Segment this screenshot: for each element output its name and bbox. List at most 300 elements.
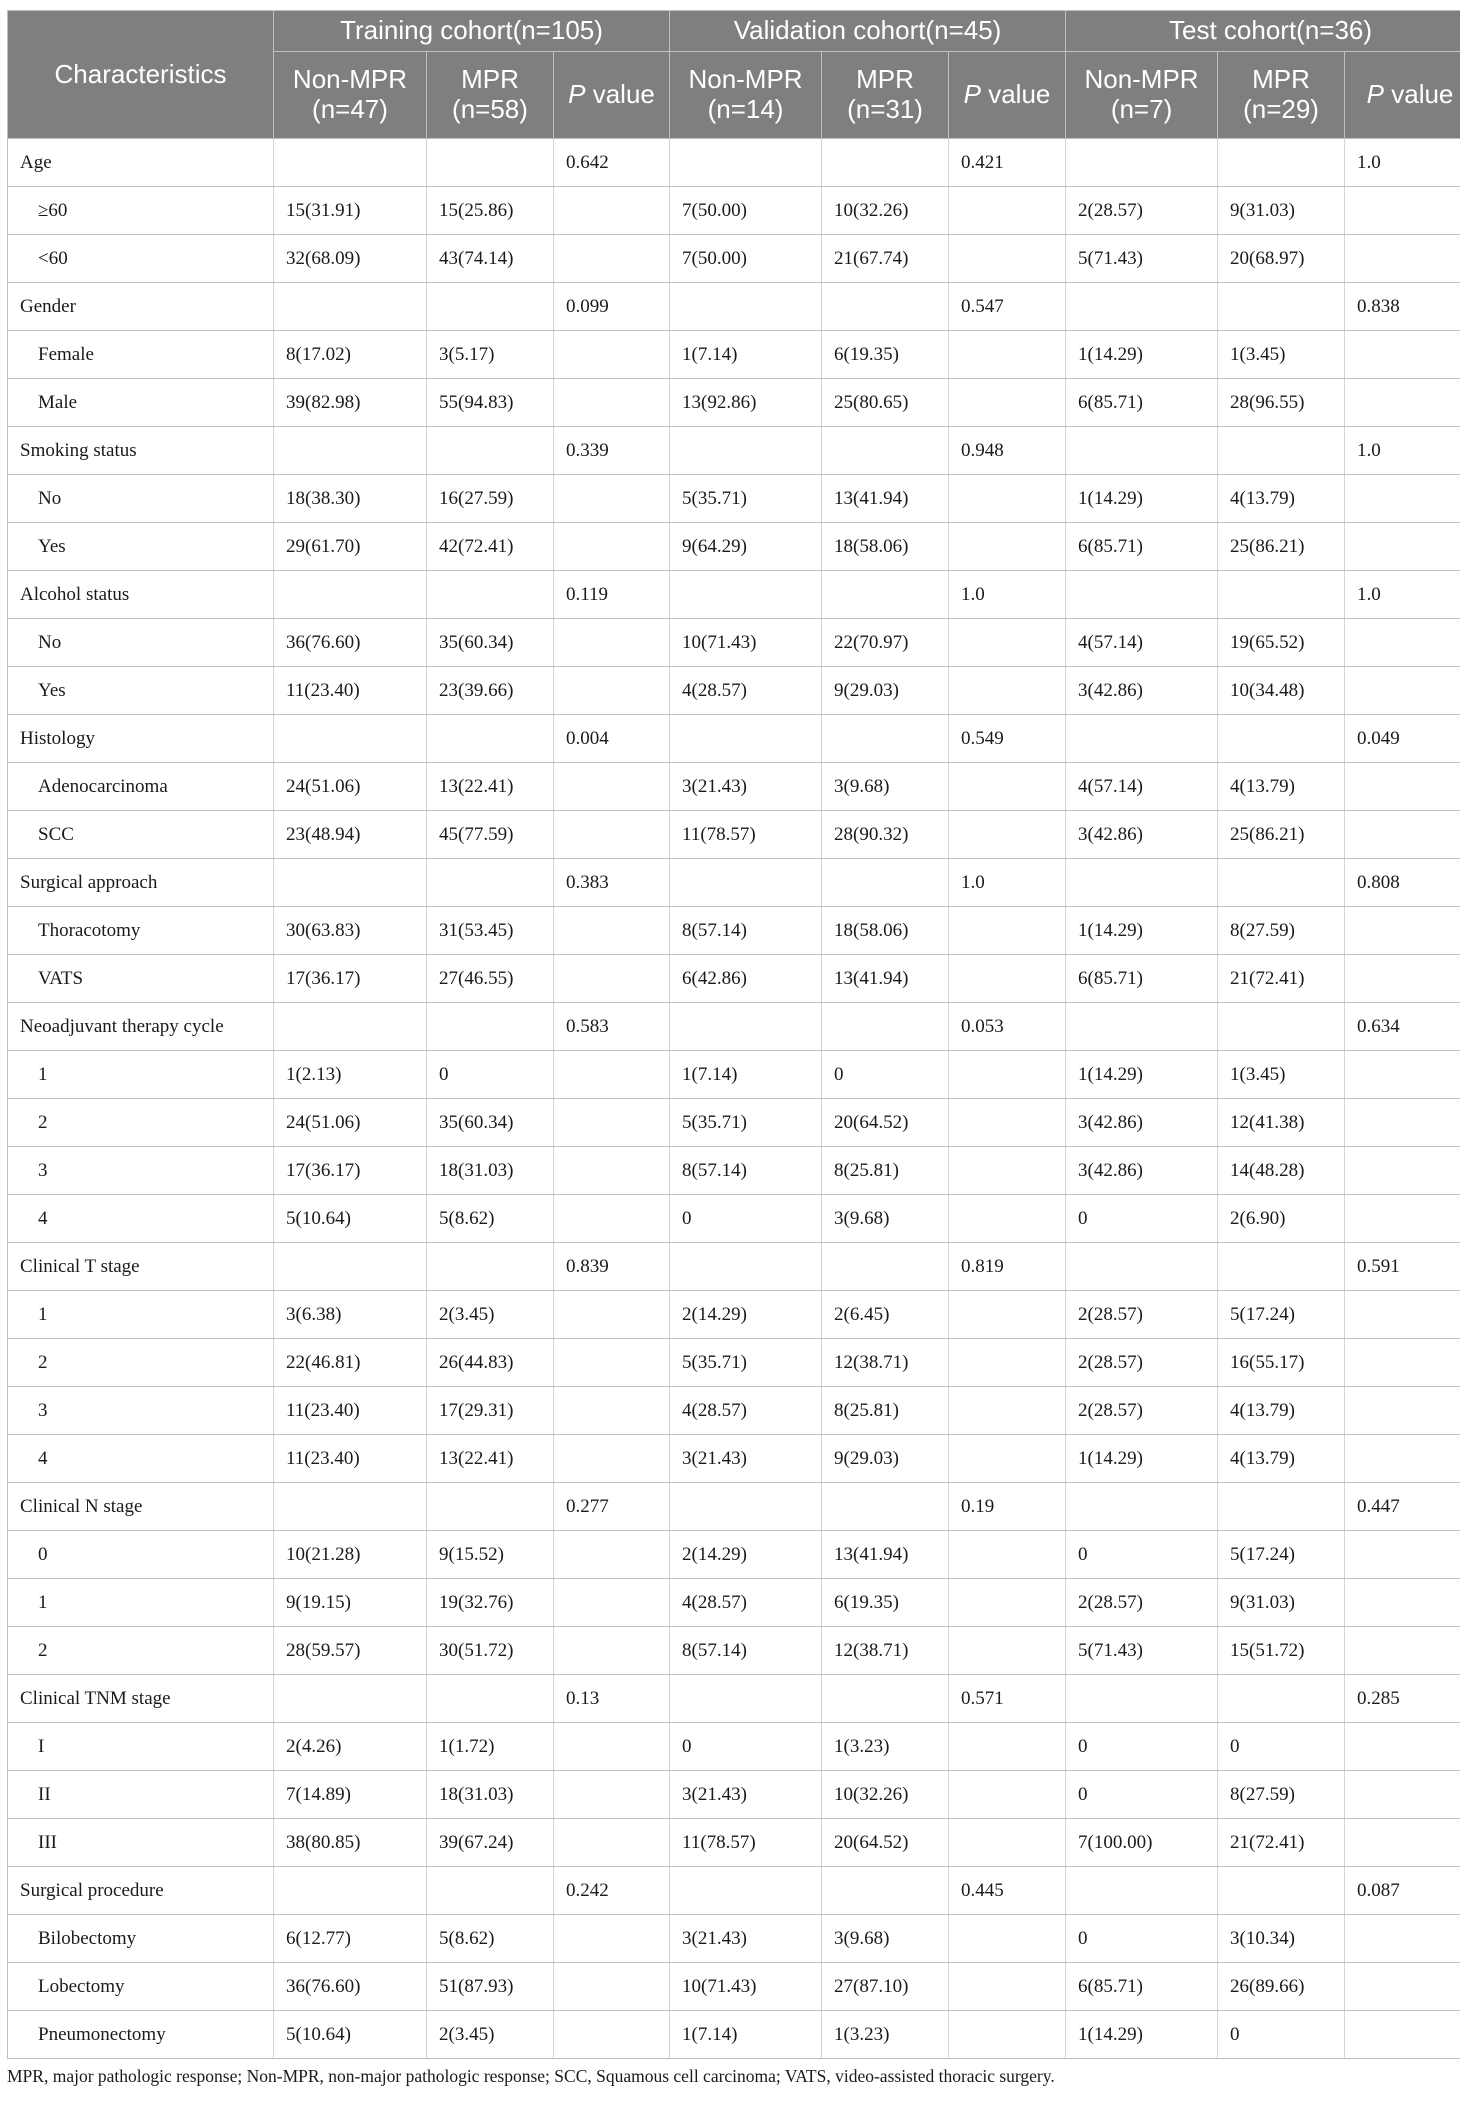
count-cell <box>822 1243 949 1291</box>
count-cell: 1(14.29) <box>1066 1051 1218 1099</box>
p-value-cell: 0.087 <box>1345 1867 1460 1915</box>
count-cell: 23(39.66) <box>427 667 554 715</box>
count-cell: 2(14.29) <box>670 1531 822 1579</box>
table-row-characteristic <box>8 859 1460 907</box>
table-row-subgroup <box>8 1147 1460 1195</box>
count-cell: 4(13.79) <box>1218 1435 1345 1483</box>
count-cell: 1(3.23) <box>822 2011 949 2059</box>
count-cell: 15(51.72) <box>1218 1627 1345 1675</box>
row-label: Bilobectomy <box>8 1915 274 1963</box>
count-cell: 10(32.26) <box>822 1771 949 1819</box>
count-cell: 6(42.86) <box>670 955 822 1003</box>
count-cell: 1(14.29) <box>1066 2011 1218 2059</box>
row-label: Surgical procedure <box>8 1867 274 1915</box>
table-row-subgroup <box>8 667 1460 715</box>
count-cell: 23(48.94) <box>274 811 427 859</box>
row-label: Smoking status <box>8 427 274 475</box>
p-value-cell <box>949 1051 1066 1099</box>
count-cell: 3(10.34) <box>1218 1915 1345 1963</box>
count-cell <box>274 139 427 187</box>
subheader-group-label: Non-MPR <box>688 64 803 95</box>
row-label: I <box>8 1723 274 1771</box>
p-value-cell <box>554 1051 670 1099</box>
count-cell: 1(14.29) <box>1066 475 1218 523</box>
count-cell <box>822 139 949 187</box>
p-value-cell <box>949 667 1066 715</box>
p-value-cell <box>949 763 1066 811</box>
p-value-cell <box>554 1147 670 1195</box>
count-cell: 18(58.06) <box>822 907 949 955</box>
p-value-cell: 0.808 <box>1345 859 1460 907</box>
count-cell <box>427 283 554 331</box>
count-cell: 0 <box>1218 1723 1345 1771</box>
mpr-header <box>1218 52 1345 139</box>
p-value-cell: 0.421 <box>949 139 1066 187</box>
p-value-cell <box>1345 667 1460 715</box>
row-label: ≥60 <box>8 187 274 235</box>
p-value-cell <box>1345 1723 1460 1771</box>
count-cell: 42(72.41) <box>427 523 554 571</box>
row-label: II <box>8 1771 274 1819</box>
row-label: 0 <box>8 1531 274 1579</box>
p-value-cell <box>1345 1963 1460 2011</box>
count-cell: 0 <box>670 1723 822 1771</box>
p-value-cell <box>554 1099 670 1147</box>
count-cell <box>274 1003 427 1051</box>
count-cell: 39(67.24) <box>427 1819 554 1867</box>
row-label: 2 <box>8 1099 274 1147</box>
p-value-cell <box>554 1627 670 1675</box>
table-row-subgroup <box>8 475 1460 523</box>
validation-cohort-header: Validation cohort(n=45) <box>670 11 1066 52</box>
count-cell: 7(14.89) <box>274 1771 427 1819</box>
count-cell: 6(19.35) <box>822 331 949 379</box>
row-label: 4 <box>8 1195 274 1243</box>
count-cell <box>1218 1003 1345 1051</box>
p-value-cell <box>554 811 670 859</box>
table-row-subgroup <box>8 187 1460 235</box>
count-cell <box>427 571 554 619</box>
count-cell <box>427 1867 554 1915</box>
p-value-cell: 1.0 <box>949 859 1066 907</box>
p-value-cell <box>949 811 1066 859</box>
p-value-cell <box>949 1291 1066 1339</box>
row-label: 1 <box>8 1291 274 1339</box>
count-cell <box>670 1483 822 1531</box>
count-cell <box>1066 283 1218 331</box>
table-row-subgroup <box>8 1435 1460 1483</box>
count-cell <box>1218 139 1345 187</box>
count-cell <box>1218 283 1345 331</box>
p-value-cell: 0.583 <box>554 1003 670 1051</box>
table-row-subgroup <box>8 619 1460 667</box>
count-cell: 5(10.64) <box>274 1195 427 1243</box>
count-cell <box>1066 1675 1218 1723</box>
table-row-subgroup <box>8 1531 1460 1579</box>
count-cell: 1(3.45) <box>1218 1051 1345 1099</box>
count-cell: 8(57.14) <box>670 1627 822 1675</box>
count-cell: 4(57.14) <box>1066 619 1218 667</box>
row-label: III <box>8 1819 274 1867</box>
count-cell: 8(57.14) <box>670 907 822 955</box>
count-cell <box>427 1483 554 1531</box>
count-cell: 18(58.06) <box>822 523 949 571</box>
p-value-cell: 0.19 <box>949 1483 1066 1531</box>
count-cell: 16(55.17) <box>1218 1339 1345 1387</box>
subheader-count: (n=14) <box>707 94 784 124</box>
p-value-cell: 0.099 <box>554 283 670 331</box>
count-cell: 5(17.24) <box>1218 1531 1345 1579</box>
p-value-cell <box>554 331 670 379</box>
table-row-characteristic <box>8 1483 1460 1531</box>
count-cell: 28(90.32) <box>822 811 949 859</box>
count-cell <box>1218 1483 1345 1531</box>
count-cell: 5(71.43) <box>1066 1627 1218 1675</box>
table-row-subgroup <box>8 1771 1460 1819</box>
p-value-cell <box>554 1771 670 1819</box>
count-cell: 31(53.45) <box>427 907 554 955</box>
p-value-cell: 0.591 <box>1345 1243 1460 1291</box>
count-cell: 5(35.71) <box>670 1339 822 1387</box>
count-cell <box>822 427 949 475</box>
p-value-cell: 0.004 <box>554 715 670 763</box>
count-cell: 3(21.43) <box>670 1771 822 1819</box>
p-value-cell <box>1345 1627 1460 1675</box>
p-value-cell <box>949 475 1066 523</box>
count-cell: 15(25.86) <box>427 187 554 235</box>
p-value-cell <box>554 955 670 1003</box>
p-value-cell <box>554 1339 670 1387</box>
count-cell <box>1218 1243 1345 1291</box>
count-cell <box>670 283 822 331</box>
table-row-subgroup <box>8 1627 1460 1675</box>
p-value-cell <box>949 187 1066 235</box>
count-cell: 8(57.14) <box>670 1147 822 1195</box>
table-footnote: MPR, major pathologic response; Non-MPR, non-major pathologic response; SCC, Squamous cell carcinoma; VATS, video-assisted thoracic surgery. <box>7 2066 1055 2086</box>
count-cell <box>1066 1003 1218 1051</box>
count-cell: 4(13.79) <box>1218 1387 1345 1435</box>
subheader-group-label: MPR <box>1252 64 1310 95</box>
row-label: 1 <box>8 1051 274 1099</box>
p-value-cell <box>1345 955 1460 1003</box>
count-cell: 21(72.41) <box>1218 1819 1345 1867</box>
p-value-cell: 0.277 <box>554 1483 670 1531</box>
row-label: Adenocarcinoma <box>8 763 274 811</box>
count-cell <box>427 427 554 475</box>
p-value-cell <box>1345 1579 1460 1627</box>
row-label: Alcohol status <box>8 571 274 619</box>
count-cell: 9(15.52) <box>427 1531 554 1579</box>
p-value-cell: 0.119 <box>554 571 670 619</box>
p-value-cell <box>949 907 1066 955</box>
count-cell: 3(42.86) <box>1066 1099 1218 1147</box>
non-mpr-header <box>274 52 427 139</box>
count-cell: 7(100.00) <box>1066 1819 1218 1867</box>
count-cell: 17(36.17) <box>274 1147 427 1195</box>
count-cell: 6(85.71) <box>1066 1963 1218 2011</box>
p-value-cell <box>949 2011 1066 2059</box>
count-cell <box>427 715 554 763</box>
row-label: 2 <box>8 1627 274 1675</box>
count-cell: 5(10.64) <box>274 2011 427 2059</box>
count-cell <box>427 1003 554 1051</box>
p-value-cell: 0.948 <box>949 427 1066 475</box>
count-cell: 19(32.76) <box>427 1579 554 1627</box>
count-cell <box>670 1003 822 1051</box>
row-label: Age <box>8 139 274 187</box>
count-cell: 0 <box>1066 1195 1218 1243</box>
subheader-group-label: Non-MPR <box>292 64 408 95</box>
count-cell: 43(74.14) <box>427 235 554 283</box>
count-cell: 1(7.14) <box>670 2011 822 2059</box>
p-value-cell <box>554 1387 670 1435</box>
count-cell <box>822 571 949 619</box>
count-cell: 5(8.62) <box>427 1195 554 1243</box>
count-cell <box>1066 139 1218 187</box>
p-value-cell: 0.053 <box>949 1003 1066 1051</box>
count-cell: 35(60.34) <box>427 1099 554 1147</box>
row-label: 4 <box>8 1435 274 1483</box>
p-value-cell <box>1345 1435 1460 1483</box>
count-cell: 3(21.43) <box>670 1435 822 1483</box>
count-cell: 1(3.23) <box>822 1723 949 1771</box>
count-cell: 3(9.68) <box>822 1195 949 1243</box>
count-cell <box>274 715 427 763</box>
count-cell: 2(3.45) <box>427 2011 554 2059</box>
count-cell: 2(6.90) <box>1218 1195 1345 1243</box>
row-label: Gender <box>8 283 274 331</box>
count-cell: 13(41.94) <box>822 1531 949 1579</box>
count-cell: 1(14.29) <box>1066 907 1218 955</box>
count-cell: 26(89.66) <box>1218 1963 1345 2011</box>
count-cell: 9(19.15) <box>274 1579 427 1627</box>
count-cell: 3(21.43) <box>670 1915 822 1963</box>
table-row-subgroup <box>8 2011 1460 2059</box>
count-cell: 36(76.60) <box>274 1963 427 2011</box>
p-value-cell <box>949 379 1066 427</box>
count-cell: 30(63.83) <box>274 907 427 955</box>
count-cell: 2(6.45) <box>822 1291 949 1339</box>
count-cell: 9(31.03) <box>1218 187 1345 235</box>
count-cell: 1(3.45) <box>1218 331 1345 379</box>
count-cell: 14(48.28) <box>1218 1147 1345 1195</box>
count-cell: 5(17.24) <box>1218 1291 1345 1339</box>
p-value-cell <box>949 1387 1066 1435</box>
p-value-cell <box>554 1819 670 1867</box>
count-cell: 4(13.79) <box>1218 475 1345 523</box>
count-cell: 4(28.57) <box>670 667 822 715</box>
p-letter: P <box>1366 79 1385 110</box>
count-cell: 26(44.83) <box>427 1339 554 1387</box>
p-value-cell <box>949 1339 1066 1387</box>
count-cell: 27(87.10) <box>822 1963 949 2011</box>
p-value-cell: 0.242 <box>554 1867 670 1915</box>
row-label: Histology <box>8 715 274 763</box>
count-cell: 20(64.52) <box>822 1819 949 1867</box>
row-label: Surgical approach <box>8 859 274 907</box>
count-cell: 6(19.35) <box>822 1579 949 1627</box>
count-cell: 0 <box>1218 2011 1345 2059</box>
p-value-header <box>949 52 1066 139</box>
p-value-cell <box>554 1291 670 1339</box>
row-label: Neoadjuvant therapy cycle <box>8 1003 274 1051</box>
count-cell: 6(85.71) <box>1066 955 1218 1003</box>
subheader-group-label: MPR <box>461 64 519 95</box>
p-value-cell <box>1345 619 1460 667</box>
p-value-cell <box>1345 1291 1460 1339</box>
subheader-count: (n=58) <box>452 94 528 124</box>
count-cell <box>274 1675 427 1723</box>
characteristics-header: Characteristics <box>8 11 274 139</box>
count-cell <box>822 283 949 331</box>
count-cell: 17(36.17) <box>274 955 427 1003</box>
count-cell: 0 <box>1066 1531 1218 1579</box>
count-cell <box>822 1675 949 1723</box>
table-row-characteristic <box>8 283 1460 331</box>
count-cell <box>274 571 427 619</box>
p-value-cell: 0.547 <box>949 283 1066 331</box>
count-cell: 3(9.68) <box>822 1915 949 1963</box>
p-value-cell <box>554 907 670 955</box>
p-value-cell <box>1345 1339 1460 1387</box>
count-cell <box>274 1483 427 1531</box>
p-value-cell <box>1345 907 1460 955</box>
count-cell: 9(31.03) <box>1218 1579 1345 1627</box>
row-label: Male <box>8 379 274 427</box>
count-cell: 2(28.57) <box>1066 187 1218 235</box>
table-header <box>8 11 1460 139</box>
p-value-cell <box>1345 763 1460 811</box>
row-label: 3 <box>8 1387 274 1435</box>
count-cell <box>670 859 822 907</box>
p-value-cell <box>554 379 670 427</box>
p-value-cell <box>554 1531 670 1579</box>
row-label: Yes <box>8 523 274 571</box>
p-value-word: value <box>585 79 655 110</box>
count-cell: 9(29.03) <box>822 1435 949 1483</box>
table-row-subgroup <box>8 1723 1460 1771</box>
count-cell: 5(71.43) <box>1066 235 1218 283</box>
count-cell <box>1066 571 1218 619</box>
count-cell: 19(65.52) <box>1218 619 1345 667</box>
count-cell: 1(2.13) <box>274 1051 427 1099</box>
count-cell: 5(8.62) <box>427 1915 554 1963</box>
count-cell: 27(46.55) <box>427 955 554 1003</box>
count-cell <box>1066 1483 1218 1531</box>
p-value-cell <box>949 1771 1066 1819</box>
p-value-cell <box>554 1963 670 2011</box>
non-mpr-header <box>670 52 822 139</box>
p-value-cell <box>949 1099 1066 1147</box>
table-row-subgroup <box>8 523 1460 571</box>
count-cell: 3(42.86) <box>1066 811 1218 859</box>
count-cell <box>1218 571 1345 619</box>
count-cell: 11(23.40) <box>274 1387 427 1435</box>
count-cell: 10(32.26) <box>822 187 949 235</box>
count-cell <box>274 859 427 907</box>
p-value-cell: 0.383 <box>554 859 670 907</box>
p-value-cell: 0.549 <box>949 715 1066 763</box>
subheader-count: (n=29) <box>1243 94 1319 124</box>
count-cell <box>1066 1867 1218 1915</box>
count-cell: 0 <box>1066 1771 1218 1819</box>
row-label: No <box>8 619 274 667</box>
p-value-cell <box>554 475 670 523</box>
p-value-cell: 0.285 <box>1345 1675 1460 1723</box>
p-value-cell: 1.0 <box>1345 571 1460 619</box>
count-cell: 2(14.29) <box>670 1291 822 1339</box>
p-value-cell <box>554 523 670 571</box>
p-value-cell <box>554 619 670 667</box>
count-cell <box>670 1867 822 1915</box>
table-row-subgroup <box>8 1339 1460 1387</box>
count-cell <box>1218 1867 1345 1915</box>
p-value-cell <box>1345 1819 1460 1867</box>
row-label: Clinical N stage <box>8 1483 274 1531</box>
count-cell: 1(14.29) <box>1066 1435 1218 1483</box>
count-cell: 30(51.72) <box>427 1627 554 1675</box>
count-cell: 25(86.21) <box>1218 811 1345 859</box>
count-cell: 3(6.38) <box>274 1291 427 1339</box>
count-cell: 8(27.59) <box>1218 1771 1345 1819</box>
mpr-header <box>822 52 949 139</box>
count-cell: 7(50.00) <box>670 187 822 235</box>
count-cell: 24(51.06) <box>274 1099 427 1147</box>
p-value-word: value <box>1384 79 1454 110</box>
count-cell: 29(61.70) <box>274 523 427 571</box>
p-value-cell: 0.447 <box>1345 1483 1460 1531</box>
count-cell: 8(17.02) <box>274 331 427 379</box>
table-row-subgroup <box>8 235 1460 283</box>
count-cell <box>427 859 554 907</box>
p-value-cell <box>949 1627 1066 1675</box>
count-cell: 16(27.59) <box>427 475 554 523</box>
count-cell <box>1218 1675 1345 1723</box>
characteristics-table <box>7 10 1460 2059</box>
count-cell: 13(22.41) <box>427 1435 554 1483</box>
p-value-cell <box>554 763 670 811</box>
count-cell <box>822 1003 949 1051</box>
p-value-cell <box>1345 1387 1460 1435</box>
count-cell: 0 <box>670 1195 822 1243</box>
count-cell: 25(80.65) <box>822 379 949 427</box>
count-cell: 3(42.86) <box>1066 1147 1218 1195</box>
row-label: SCC <box>8 811 274 859</box>
count-cell: 12(41.38) <box>1218 1099 1345 1147</box>
count-cell: 10(21.28) <box>274 1531 427 1579</box>
count-cell: 13(22.41) <box>427 763 554 811</box>
mpr-header <box>427 52 554 139</box>
row-label: Clinical T stage <box>8 1243 274 1291</box>
subheader-count: (n=47) <box>312 94 388 124</box>
count-cell <box>670 1675 822 1723</box>
row-label: No <box>8 475 274 523</box>
count-cell: 6(12.77) <box>274 1915 427 1963</box>
p-value-cell: 1.0 <box>1345 427 1460 475</box>
count-cell <box>1066 715 1218 763</box>
p-value-cell <box>1345 2011 1460 2059</box>
count-cell: 28(96.55) <box>1218 379 1345 427</box>
count-cell <box>670 571 822 619</box>
p-value-cell <box>554 667 670 715</box>
p-value-cell <box>949 1963 1066 2011</box>
count-cell: 21(67.74) <box>822 235 949 283</box>
table-body <box>8 139 1460 2059</box>
count-cell: 4(57.14) <box>1066 763 1218 811</box>
p-value-cell <box>949 523 1066 571</box>
count-cell: 9(64.29) <box>670 523 822 571</box>
p-value-cell <box>554 1723 670 1771</box>
